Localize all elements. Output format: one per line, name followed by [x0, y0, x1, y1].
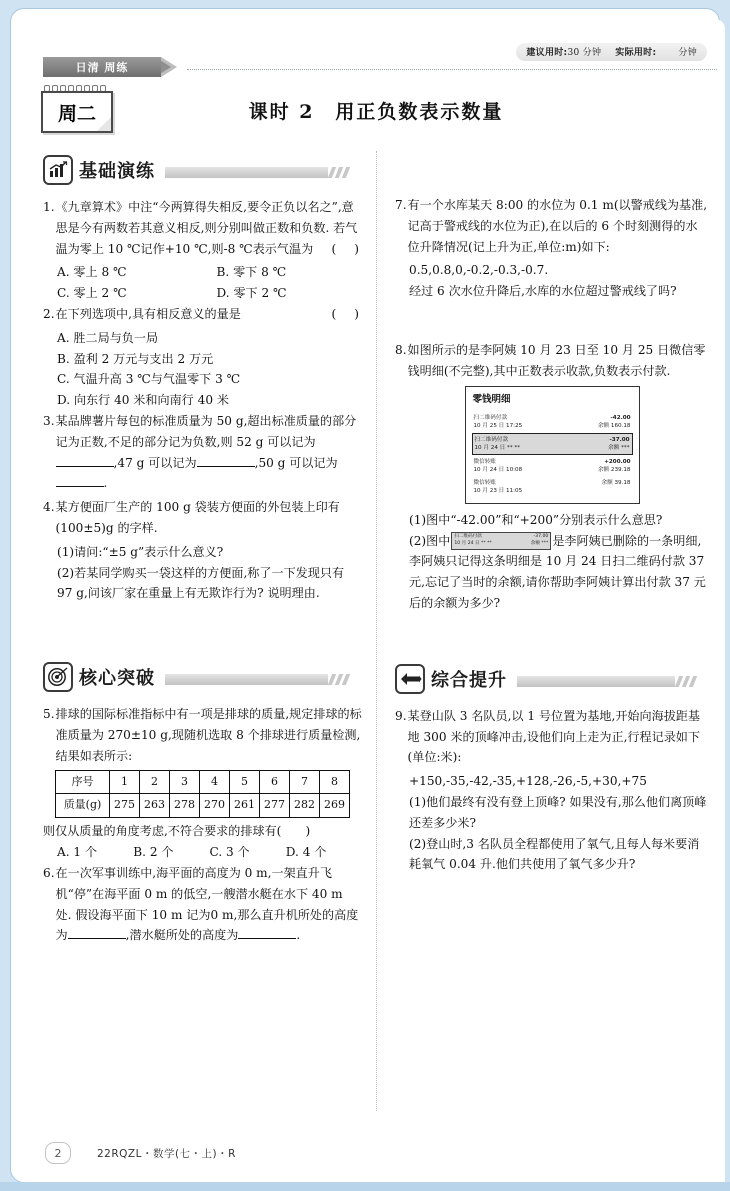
mass-cell-5: 261 — [230, 794, 260, 818]
question-5-answer-paren: ( ) — [276, 824, 311, 839]
wechat-inline-desc: 扫二维码付款 — [454, 534, 482, 540]
question-9-data: +150,-35,-42,-35,+128,-26,-5,+30,+75 — [409, 774, 647, 789]
question-1-answer-paren: ( ) — [331, 241, 362, 256]
question-3 — [43, 411, 362, 494]
question-7-tail: 经过 6 次水位升降后,水库的水位超过警戒线了吗? — [409, 284, 677, 299]
target-icon — [43, 662, 73, 692]
volleyball-mass-table — [55, 770, 350, 819]
question-6 — [43, 863, 362, 946]
question-6-stem: 在一次军事训练中,海平面的高度为 0 m,一架直升飞机“停”在海平面 0 m 的低空,一艘潜水艇在水下 40 m 处. 假设海平面下 10 m 记为0 m,那么直升机所处的高度为 — [55, 865, 359, 943]
index-cell-3: 3 — [170, 770, 200, 794]
banner-bar — [165, 167, 328, 178]
question-1-number: 1. — [43, 200, 55, 214]
question-4-sub-1: (1)请问:“±5 g”表示什么意义? — [57, 544, 224, 559]
wechat-row-4-balance: 余额 39.18 — [601, 479, 631, 486]
table-row-index — [56, 770, 350, 794]
page-frame — [10, 8, 720, 1183]
wechat-inline-amount: -37.00 — [533, 534, 549, 540]
banner-slashes-icon — [330, 674, 358, 685]
question-8-number: 8. — [395, 342, 407, 357]
mass-cell-7: 282 — [290, 794, 320, 818]
question-1 — [43, 197, 362, 259]
question-8 — [395, 340, 709, 382]
question-3-period: . — [103, 476, 108, 491]
wechat-balance-detail-figure — [465, 386, 640, 504]
index-cell-2: 2 — [140, 770, 170, 794]
mass-cell-8: 269 — [320, 794, 350, 818]
banner-slashes-icon — [330, 167, 358, 178]
question-8-text: 如图所示的是李阿姨 10 月 23 日至 10 月 25 日微信零钱明细(不完整),其中正数表示收款,负数表示付款. — [407, 342, 706, 378]
wechat-inline-balance: 余额 *** — [530, 541, 549, 547]
question-9 — [395, 706, 709, 768]
question-3-blank-2[interactable] — [197, 466, 255, 467]
wechat-row-4-desc: 微信转账 — [473, 479, 496, 486]
question-2-option-C[interactable]: C. 气温升高 3 ℃与气温零下 3 ℃ — [57, 372, 241, 387]
question-2-stem: 在下列选项中,具有相反意义的量是 — [55, 306, 241, 321]
question-7 — [395, 195, 709, 257]
question-3-part-2: ,47 g 可以记为 — [113, 455, 197, 470]
option-B[interactable]: B. 零下 8 ℃ — [216, 265, 287, 280]
question-6-part-2: ,潜水艇所处的高度为 — [125, 928, 239, 943]
double-arrow-icon — [395, 664, 425, 694]
question-3-number: 3. — [43, 413, 55, 428]
index-cell-5: 5 — [230, 770, 260, 794]
question-3-blank-1[interactable] — [56, 466, 114, 467]
question-1-text — [56, 197, 362, 259]
question-7-number: 7. — [395, 198, 407, 212]
question-5 — [43, 704, 362, 766]
page-title: 课时 2 用正负数表示数量 — [248, 101, 504, 123]
question-1-stem: 《九章算术》中注“今两算得失相反,要令正负以名之”,意思是今有两数若其意义相反,则分别叫做正数和负数. 若气温为零上 10 ℃记作+10 ℃,则-8 ℃表示气温为 — [55, 200, 358, 256]
option-D[interactable]: D. 4 个 — [285, 845, 327, 860]
right-column — [376, 151, 709, 1111]
section-label-basic: 基础演练 — [79, 161, 155, 182]
question-2-option-B[interactable]: B. 盈利 2 万元与支出 2 万元 — [57, 351, 214, 366]
worksheet-page — [27, 19, 725, 1190]
question-9-sub-2: (2)登山时,3 名队员全程都使用了氧气,且每人每米要消耗氧气 0.04 升.他们共使用了氧气多少升? — [409, 836, 700, 872]
question-8-sub-2-rest: 是李阿姨已删除的一条明细,李阿姨只记得这条明细是 10 月 24 日扫二维码付款 37 元,忘记了当时的余额,请你帮助李阿姨计算出付款 37 元后的余额为多少? — [409, 533, 706, 610]
banner-slashes-icon — [677, 676, 705, 687]
suggested-time-value: 30 分钟 — [567, 48, 602, 58]
index-cell-6: 6 — [260, 770, 290, 794]
wechat-row-2-amount: -37.00 — [609, 437, 630, 444]
index-cell-7: 7 — [290, 770, 320, 794]
wechat-row-3-time: 10 月 24 日 10:08 — [473, 467, 523, 474]
mass-cell-1: 275 — [110, 794, 140, 818]
question-2-answer-paren: ( ) — [331, 306, 362, 321]
wechat-row-3 — [472, 457, 633, 475]
header-divider — [187, 69, 717, 70]
wechat-row-2-right — [608, 436, 629, 452]
suggested-time-label: 建议用时: — [526, 48, 568, 58]
question-6-text — [56, 863, 362, 946]
option-D[interactable]: D. 零下 2 ℃ — [216, 286, 287, 301]
question-4-text: 某方便面厂生产的 100 g 袋装方便面的外包装上印有(100±5)g 的字样. — [55, 500, 340, 535]
option-C[interactable]: C. 3 个 — [209, 845, 250, 860]
wechat-row-2-time: 10 月 24 日 ** ** — [474, 445, 521, 452]
riqing-zhoulian-tag: 日清 周练 — [43, 57, 161, 77]
question-2-number: 2. — [43, 306, 55, 321]
banner-bar — [165, 674, 328, 685]
option-B[interactable]: B. 2 个 — [133, 845, 174, 860]
wechat-row-4-time: 10 月 23 日 11:05 — [473, 487, 523, 494]
question-6-blank-1[interactable] — [68, 938, 126, 939]
wechat-row-1-amount: -42.00 — [610, 414, 631, 421]
wechat-inline-time: 10 月 24 日 ** ** — [454, 541, 492, 547]
row-header-index: 序号 — [56, 770, 110, 794]
bar-chart-icon — [43, 155, 73, 185]
question-3-part-3: ,50 g 可以记为 — [254, 455, 338, 470]
section-banner-core — [43, 662, 362, 696]
time-banner — [516, 43, 707, 61]
wechat-row-1-time: 10 月 25 日 17:25 — [473, 423, 523, 430]
wechat-row-1-desc: 扫二维码付款 — [473, 414, 508, 421]
mass-cell-6: 277 — [260, 794, 290, 818]
wechat-inline-row — [454, 534, 548, 547]
wechat-row-3-amount: +200.00 — [604, 459, 631, 466]
section-label-core: 核心突破 — [79, 668, 155, 690]
wechat-row-2-balance: 余额 *** — [608, 445, 630, 452]
question-9-sub-1: (1)他们最终有没有登上顶峰? 如果没有,那么他们离顶峰还差多少米? — [409, 794, 707, 830]
question-6-number: 6. — [43, 865, 55, 880]
question-3-text — [56, 411, 362, 494]
wechat-row-3-balance: 余额 239.18 — [597, 467, 631, 474]
wechat-row-4-left — [474, 479, 523, 495]
question-9-number: 9. — [395, 708, 407, 723]
wechat-row-1 — [472, 413, 633, 431]
wechat-figure-title: 零钱明细 — [472, 393, 511, 405]
index-cell-8: 8 — [320, 770, 350, 794]
section-banner-advanced — [395, 664, 709, 698]
section-banner-basic — [43, 155, 362, 189]
wechat-row-1-balance: 余额 160.18 — [597, 423, 631, 430]
bottom-band — [0, 1182, 730, 1191]
question-8-sub-2 — [409, 531, 709, 614]
wechat-row-3-left — [474, 458, 523, 474]
footer-text: 22RQZL・数学(七・上)・R — [97, 1147, 236, 1160]
question-1-options — [43, 262, 362, 283]
question-2-option-A[interactable]: A. 胜二局与负一局 — [57, 330, 159, 345]
mass-cell-3: 278 — [170, 794, 200, 818]
question-5-number: 5. — [43, 707, 55, 722]
wechat-row-2-left — [475, 436, 521, 452]
question-6-period: . — [296, 928, 301, 943]
question-8-sub-2-prefix: (2)图中 — [409, 533, 451, 548]
index-cell-1: 1 — [110, 770, 140, 794]
section-label-advanced: 综合提升 — [431, 669, 507, 691]
wechat-row-4-right — [602, 479, 631, 495]
question-4-sub-2: (2)若某同学购买一袋这样的方便面,称了一下发现只有 97 g,问该厂家在重量上有无欺诈行为? 说明理由. — [57, 565, 345, 601]
question-2 — [43, 304, 362, 325]
wechat-row-2-desc: 扫二维码付款 — [474, 437, 509, 444]
left-column — [43, 151, 376, 1111]
option-A[interactable]: A. 1 个 — [57, 845, 98, 860]
question-7-data: 0.5,0.8,0,-0.2,-0.3,-0.7. — [409, 263, 549, 278]
question-9-text: 某登山队 3 名队员,以 1 号位置为基地,开始向海拔距基地 300 米的顶峰冲击,设他们向上走为正,行程记录如下(单位:米): — [407, 708, 700, 765]
question-5-tail: 则仅从质量的角度考虑,不符合要求的排球有 — [43, 824, 277, 839]
question-2-option-D[interactable]: D. 向东行 40 米和向南行 40 米 — [57, 393, 229, 408]
wechat-row-3-right — [598, 458, 631, 474]
question-1-options-2 — [43, 283, 362, 304]
actual-time-unit: 分钟 — [678, 48, 697, 58]
question-3-stem: 某品牌薯片每包的标准质量为 50 g,超出标准质量的部分记为正数,不足的部分记为负数,则 52 g 可以记为 — [55, 413, 357, 449]
page-footer — [45, 1142, 236, 1164]
table-row-mass — [56, 794, 350, 818]
mass-cell-2: 263 — [140, 794, 170, 818]
wechat-row-1-left — [474, 414, 523, 430]
question-2-text — [56, 304, 362, 325]
day-chip: 周二 — [41, 91, 113, 133]
mass-cell-4: 270 — [200, 794, 230, 818]
question-5-options — [43, 842, 362, 863]
content-columns — [43, 151, 709, 1111]
question-5-text: 排球的国际标准指标中有一项是排球的质量,规定排球的标准质量为 270±10 g,现随机选取 8 个排球进行质量检测,结果如表所示: — [55, 707, 362, 763]
index-cell-4: 4 — [200, 770, 230, 794]
banner-bar — [517, 676, 675, 687]
question-3-blank-3[interactable] — [56, 486, 104, 487]
wechat-inline-right — [531, 534, 549, 547]
option-C[interactable]: C. 零上 2 ℃ — [57, 286, 127, 301]
question-8-sub-1: (1)图中“-42.00”和“+200”分别表示什么意思? — [409, 512, 663, 527]
question-7-text: 有一个水库某天 8:00 的水位为 0.1 m(以警戒线为基准,记高于警戒线的水位为正),在以后的 6 个时刻测得的水位升降情况(记上升为正,单位:m)如下: — [407, 198, 708, 254]
question-5-tail-line — [43, 821, 362, 842]
wechat-row-1-right — [598, 414, 631, 430]
page-inner — [27, 19, 725, 1190]
actual-time-label: 实际用时: — [615, 48, 657, 58]
wechat-inline-left — [454, 534, 491, 547]
row-header-mass: 质量(g) — [56, 794, 110, 818]
wechat-row-2-deleted — [472, 433, 633, 455]
question-4-number: 4. — [43, 500, 55, 515]
question-6-blank-2[interactable] — [238, 938, 296, 939]
page-number: 2 — [45, 1142, 71, 1164]
question-4 — [43, 497, 362, 539]
option-A[interactable]: A. 零上 8 ℃ — [57, 265, 127, 280]
wechat-row-4 — [472, 478, 633, 496]
wechat-row-3-desc: 微信转账 — [473, 459, 496, 466]
wechat-inline-deleted-row — [451, 532, 551, 549]
